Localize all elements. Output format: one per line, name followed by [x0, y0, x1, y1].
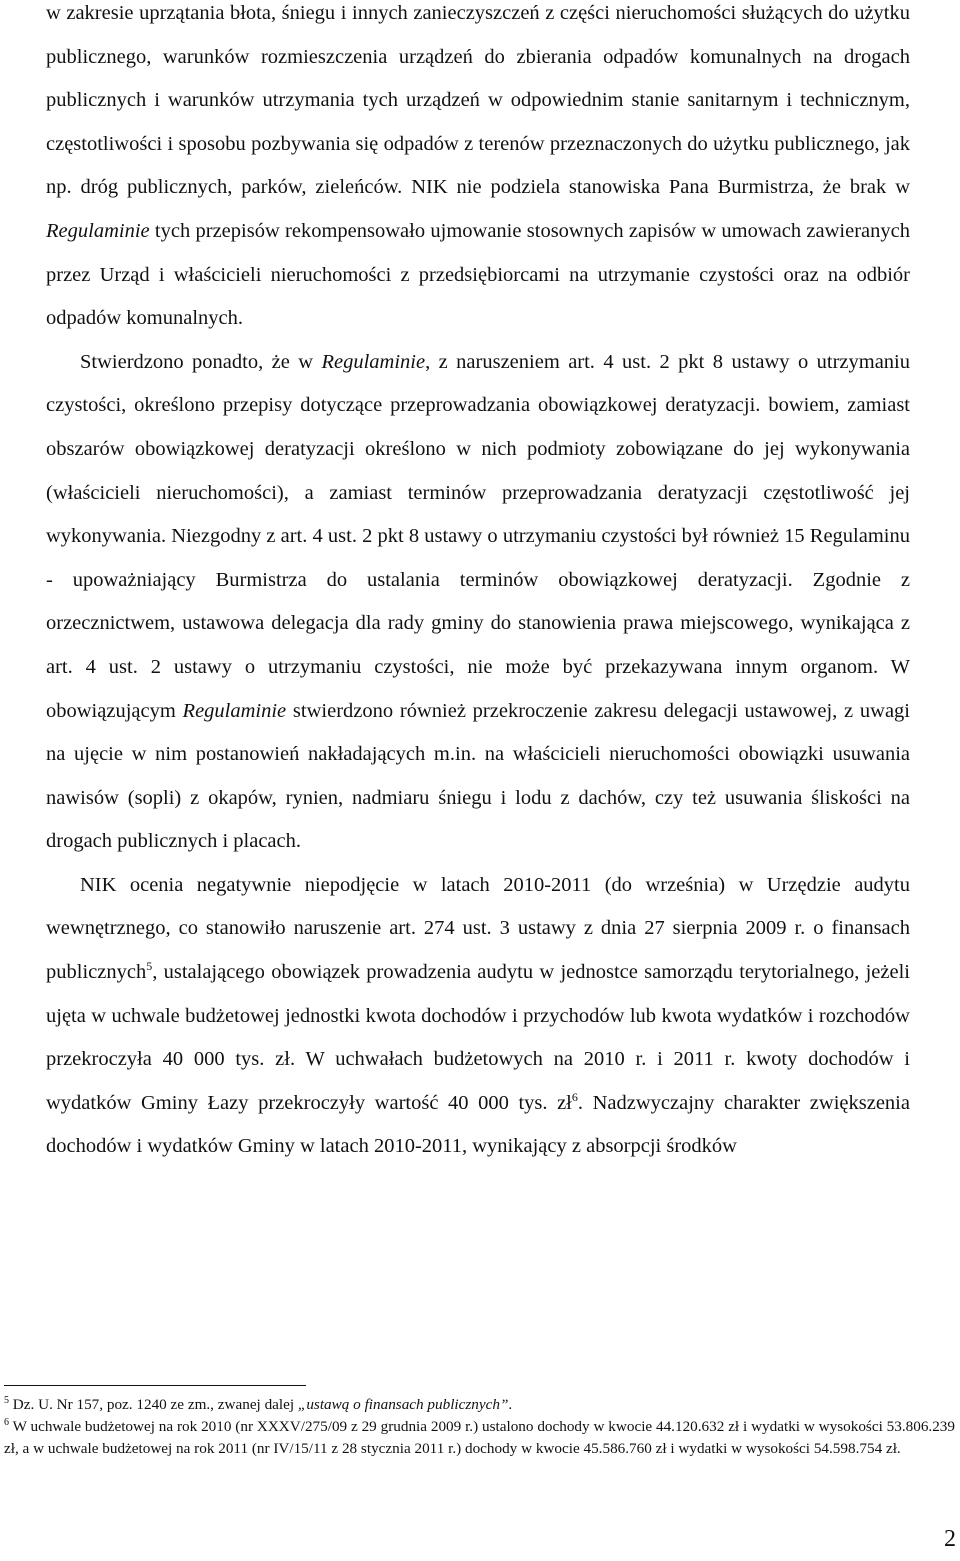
- footnote-6-text: W uchwale budżetowej na rok 2010 (nr XXXV/275/09 z 29 grudnia 2009 r.) ustalono dochody w kwocie 44.120.632 zł i wydatki w wysokości 53.806.239 zł, a w uchwale budżetowej na rok 2011 (nr IV/15/11 z 28 stycznia 2011 r.) dochody w kwocie 45.586.760 zł i wydatki w wysokości 54.598.754 zł.: [4, 1417, 955, 1457]
- document-page: [46, 0, 910, 1169]
- paragraph-1-text-b: tych przepisów rekompensowało ujmowanie stosownych zapisów w umowach zawieranych przez Urząd i właścicieli nieruchomości z przedsiębiorcami na utrzymanie czystości oraz na odbiór odpadów komunalnych.: [46, 219, 910, 330]
- paragraph-2-italic-regulamin-2: Regulaminie: [182, 699, 287, 722]
- footnote-6: [4, 1416, 955, 1460]
- footnote-6-number: 6: [4, 1416, 9, 1428]
- footnote-5-text-a: Dz. U. Nr 157, poz. 1240 ze zm., zwanej dalej: [9, 1396, 298, 1413]
- paragraph-2-italic-regulamin-1: Regulaminie: [321, 350, 426, 373]
- paragraph-2-text-b: , z naruszeniem art. 4 ust. 2 pkt 8 ustawy o utrzymaniu czystości, określono przepisy dotyczące przeprowadzania obowiązkowej deratyzacji. bowiem, zamiast obszarów obowiązkowej deratyzacji określono w nich podmioty zobowiązane do jej wykonywania (właścicieli nieruchomości), a zamiast terminów przeprowadzania deratyzacji częstotliwość jej wykonywania. Niezgodny z art. 4 ust. 2 pkt 8 ustawy o utrzymaniu czystości był również 15 Regulaminu - upoważniający Burmistrza do ustalania terminów obowiązkowej deratyzacji. Zgodnie z orzecznictwem, ustawowa delegacja dla rady gminy do stanowienia prawa miejscowego, wynikająca z art. 4 ust. 2 ustawy o utrzymaniu czystości, nie może być przekazywana innym organom. W obowiązującym: [46, 350, 910, 722]
- footnote-5-number: 5: [4, 1394, 9, 1406]
- footnote-ref-5[interactable]: 5: [146, 959, 153, 974]
- paragraph-3-text-b: , ustalającego obowiązek prowadzenia audytu w jednostce samorządu terytorialnego, jeżeli ujęta w uchwale budżetowej jednostki kwota dochodów i przychodów lub kwota wydatków i rozchodów przekroczyła 40 000 tys. zł. W uchwałach budżetowych na 2010 r. i 2011 r. kwoty dochodów i wydatków Gminy Łazy przekroczyły wartość 40 000 tys. zł: [46, 961, 910, 1114]
- paragraph-2: [46, 341, 910, 864]
- paragraph-3-text-a: NIK ocenia negatywnie niepodjęcie w latach 2010-2011 (do września) w Urzędzie audytu wewnętrznego, co stanowiło naruszenie art. 274 ust. 3 ustawy z dnia 27 sierpnia 2009 r. o finansach publicznych: [46, 873, 910, 984]
- paragraph-2-text-c: stwierdzono również przekroczenie zakresu delegacji ustawowej, z uwagi na ujęcie w nim postanowień nakładających m.in. na właścicieli nieruchomości obowiązki usuwania nawisów (sopli) z okapów, rynien, nadmiaru śniegu i lodu z dachów, czy też usuwania śliskości na drogach publicznych i placach.: [46, 699, 910, 853]
- paragraph-1-text-a: w zakresie uprzątania błota, śniegu i innych zanieczyszczeń z części nieruchomości służących do użytku publicznego, warunków rozmieszczenia urządzeń do zbierania odpadów komunalnych na drogach publicznych i warunków utrzymania tych urządzeń w odpowiednim stanie sanitarnym i technicznym, częstotliwości i sposobu pozbywania się odpadów z terenów przeznaczonych do użytku publicznego, jak np. dróg publicznych, parków, zieleńców. NIK nie podziela stanowiska Pana Burmistrza, że brak w: [46, 2, 910, 199]
- footnotes: [4, 1394, 955, 1459]
- paragraph-2-text-a: Stwierdzono ponadto, że w: [80, 350, 322, 373]
- footnote-5-italic: „ustawą o finansach publicznych”: [297, 1396, 509, 1413]
- paragraph-1: [46, 0, 910, 341]
- footnote-separator: [4, 1385, 306, 1386]
- paragraph-1-italic-regulamin: Regulaminie: [46, 219, 150, 242]
- paragraph-3-text-c: . Nadzwyczajny charakter zwiększenia dochodów i wydatków Gminy w latach 2010-2011, wynikający z absorpcji środków: [46, 1091, 910, 1158]
- footnote-ref-6[interactable]: 6: [571, 1090, 578, 1105]
- paragraph-3: [46, 864, 910, 1169]
- footnote-5: [4, 1394, 955, 1416]
- page-number: 2: [944, 1526, 956, 1552]
- footnote-5-text-b: .: [508, 1396, 513, 1413]
